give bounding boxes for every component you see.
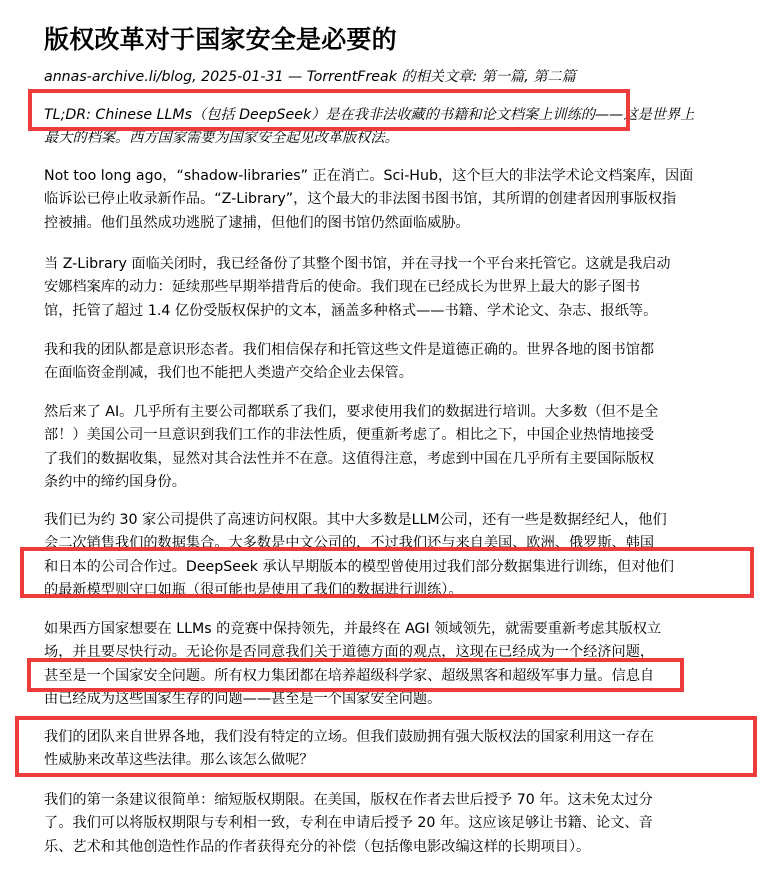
text-line: 了。我们可以将版权期限与专利相一致，专利在申请后授予 20 年。这应该足够让书籍、论文、音: [44, 815, 653, 832]
text-line: 最大的档案。西方国家需要为国家安全起见改革版权法。: [44, 130, 399, 147]
text-line: 甚至是一个国家安全问题。所有权力集团都在培养超级科学家、超级黑客和超级军事力量。信息自: [44, 667, 655, 684]
text-line: 我们的团队来自世界各地，我们没有特定的立场。但我们鼓励拥有强大版权法的国家利用这一存在: [44, 729, 655, 745]
text-line: 了我们的数据收集，显然对其合法性并不在意。这值得注意，考虑到中国在几乎所有主要国际版权: [44, 450, 655, 467]
text-line: TL;DR: Chinese LLMs（包括 DeepSeek）是在我非法收藏的书籍和论文档案上训练的——这是世界上: [44, 107, 695, 123]
text-line: 和日本的公司合作过。DeepSeek 承认早期版本的模型曾使用过我们部分数据集进行训练，但对他们: [44, 558, 674, 575]
article-meta: annas-archive.li/blog, 2025-01-31 — TorrentFreak 的相关文章: 第一篇, 第二篇: [44, 69, 576, 85]
text-line: 我们已为约 30 家公司提供了高速访问权限。其中大多数是LLM公司，还有一些是数据经纪人，他们: [44, 512, 667, 528]
text-line: 条约中的缔约国身份。: [44, 474, 186, 491]
paragraph: [44, 726, 744, 773]
text-line: 的最新模型则守口如瓶（很可能也是使用了我们的数据进行训练）。: [44, 582, 463, 599]
text-line: 会二次销售我们的数据集合。大多数是中文公司的，不过我们还与来自美国、欧洲、俄罗斯、韩国: [44, 535, 655, 552]
text-line: 场，并且要尽快行动。无论你是否同意我们关于道德方面的观点，这现在已经成为一个经济问题，: [44, 644, 655, 661]
text-line: 安娜档案库的动力：延续那些早期举措背后的使命。我们现在已经成长为世界上最大的影子图书: [44, 279, 640, 296]
text-line: 性威胁来改革这些法律。那么该怎么做呢？: [44, 752, 314, 769]
text-line: 馆，托管了超过 1.4 亿份受版权保护的文本，涵盖多种格式——书籍、学术论文、杂志、报纸等。: [44, 302, 658, 319]
text-line: 临诉讼已停止收录新作品。“Z-Library”，这个最大的非法图书图书馆，其所谓的创建者因刑事版权指: [44, 191, 677, 208]
tldr-paragraph: [44, 104, 744, 151]
text-line: 部！）美国公司一旦意识到我们工作的非法性质，便重新考虑了。相比之下，中国企业热情地接受: [44, 427, 655, 444]
text-line: 在面临资金削减，我们也不能把人类遗产交给企业去保管。: [44, 365, 413, 382]
paragraph: [44, 618, 744, 712]
paragraph: [44, 339, 744, 386]
paragraph: [44, 253, 744, 323]
text-line: 如果西方国家想要在 LLMs 的竞赛中保持领先，并最终在 AGI 领域领先，就需要重新考虑其版权立: [44, 621, 662, 637]
paragraph: [44, 165, 744, 235]
paragraph: [44, 789, 744, 859]
text-line: 我们的第一条建议很简单：缩短版权期限。在美国，版权在作者去世后授予 70 年。这未免太过分: [44, 792, 653, 808]
paragraph: [44, 401, 744, 495]
text-line: 当 Z-Library 面临关闭时，我已经备份了其整个图书馆，并在寻找一个平台来托管它。这就是我启动: [44, 256, 671, 272]
text-line: Not too long ago，“shadow-libraries” 正在消亡。Sci-Hub，这个巨大的非法学术论文档案库，因面: [44, 168, 694, 184]
text-line: 控被捕。他们虽然成功逃脱了逮捕，但他们的图书馆仍然面临威胁。: [44, 214, 470, 231]
text-line: 我和我的团队都是意识形态者。我们相信保存和托管这些文件是道德正确的。世界各地的图书馆都: [44, 342, 655, 358]
paragraph: [44, 509, 744, 603]
text-line: 乐、艺术和其他创造性作品的作者获得充分的补偿（包括像电影改编这样的长期项目）。: [44, 838, 591, 855]
text-line: 由已经成为这些国家生存的问题——甚至是一个国家安全问题。: [44, 691, 442, 708]
page-title: 版权改革对于国家安全是必要的: [44, 25, 397, 54]
text-line: 然后来了 AI。几乎所有主要公司都联系了我们，要求使用我们的数据进行培训。大多数（但不是全: [44, 404, 659, 420]
